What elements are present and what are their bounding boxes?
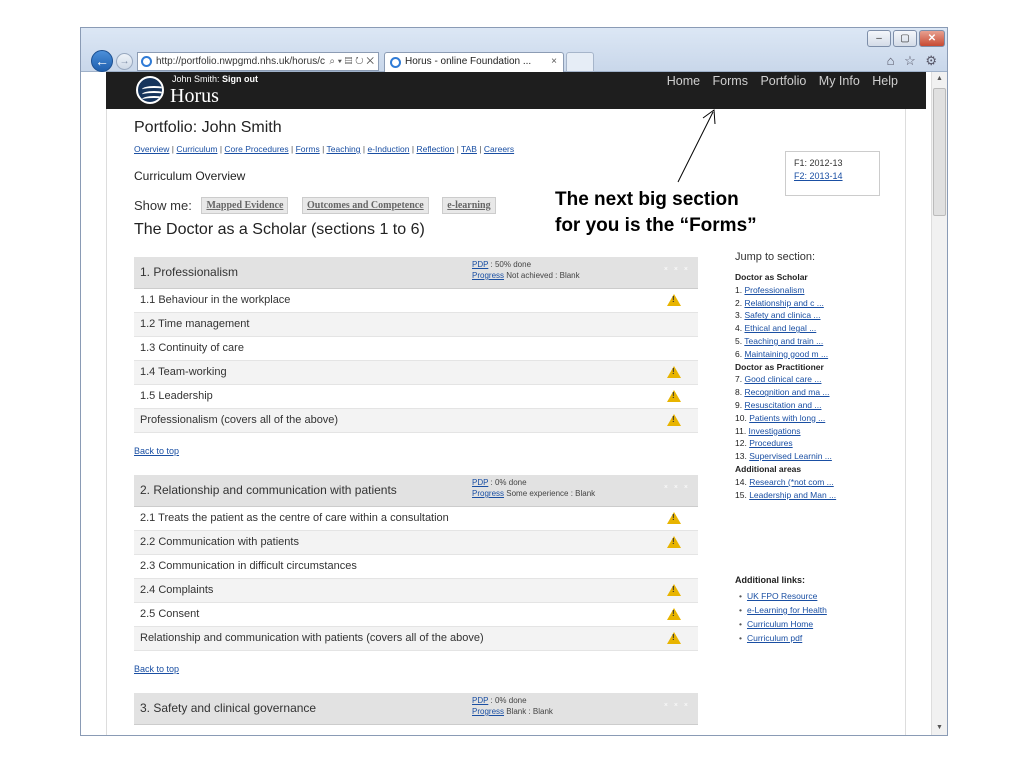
section-title: 2. Relationship and communication with patients <box>140 483 397 497</box>
jump-number: 15. <box>735 489 750 500</box>
subnav-separator: | <box>454 144 462 154</box>
jump-link[interactable]: Investigations <box>748 425 801 436</box>
favorites-star-icon[interactable]: ☆ <box>904 53 916 68</box>
additional-link[interactable]: e-Learning for Health <box>746 605 827 615</box>
web-page <box>81 72 931 735</box>
sign-out-link[interactable]: Sign out <box>222 74 259 84</box>
scroll-down-arrow[interactable]: ▼ <box>936 724 943 731</box>
pdp-link[interactable]: PDP <box>472 260 489 269</box>
vertical-scrollbar[interactable] <box>931 72 947 735</box>
additional-link[interactable]: UK FPO Resource <box>746 591 818 601</box>
jump-link[interactable]: Ethical and legal ... <box>744 323 817 334</box>
user-name: John Smith: <box>172 74 220 84</box>
row-label: Professionalism (covers all of the above) <box>140 414 339 426</box>
home-icon[interactable]: ⌂ <box>886 53 895 68</box>
jump-number: 10. <box>735 412 750 423</box>
scroll-up-arrow[interactable]: ▲ <box>936 75 943 82</box>
back-button[interactable]: ← <box>91 50 113 72</box>
current-view-label: Curriculum Overview <box>134 169 246 183</box>
section-dots: × × × <box>663 484 690 491</box>
toolbar-icons <box>881 53 937 69</box>
scroll-thumb[interactable] <box>933 88 946 216</box>
jump-link[interactable]: Resuscitation and ... <box>744 399 822 410</box>
forward-button[interactable]: → <box>116 53 133 70</box>
row-label: 2.2 Communication with patients <box>140 536 299 548</box>
additional-links-heading: Additional links: <box>735 575 806 585</box>
progress-value: Some experience : Blank <box>504 489 596 498</box>
progress-value: Not achieved : Blank <box>504 271 580 280</box>
jump-link[interactable]: Relationship and c ... <box>744 297 824 308</box>
jump-number: 13. <box>735 451 750 462</box>
pdp-link[interactable]: PDP <box>472 478 489 487</box>
subnav-separator: | <box>319 144 327 154</box>
section-dots: × × × <box>663 702 690 709</box>
jump-group-heading: Doctor as Practitioner <box>735 361 824 372</box>
nav-forms[interactable]: Forms <box>712 74 748 88</box>
row-label: 1.4 Team-working <box>140 366 227 378</box>
jump-number: 9. <box>735 399 745 410</box>
browser-window <box>80 27 948 736</box>
jump-link[interactable]: Patients with long ... <box>749 412 826 423</box>
maximize-button[interactable]: ▢ <box>893 30 917 47</box>
nav-my-info[interactable]: My Info <box>818 74 860 88</box>
subnav-link[interactable]: TAB <box>461 144 477 154</box>
pdp-value: : 50% done <box>488 260 532 269</box>
page-title: Portfolio: John Smith <box>134 119 282 136</box>
jump-number: 6. <box>735 348 745 359</box>
tab-close-button[interactable]: × <box>551 56 557 67</box>
annotation-line-1: The next big section <box>555 189 739 210</box>
jump-link[interactable]: Supervised Learnin ... <box>749 451 832 462</box>
back-to-top-link[interactable]: Back to top <box>134 446 180 456</box>
row-label: 2.1 Treats the patient as the centre of care within a consultation <box>140 512 449 524</box>
jump-number: 8. <box>735 387 745 398</box>
jump-link[interactable]: Professionalism <box>744 284 805 295</box>
subnav-link[interactable]: Teaching <box>326 144 361 154</box>
subnav-separator: | <box>476 144 484 154</box>
tab-favicon-icon <box>390 57 401 68</box>
nav-home[interactable]: Home <box>666 74 701 88</box>
minimize-button[interactable]: – <box>867 30 891 47</box>
progress-value: Blank : Blank <box>504 707 553 716</box>
row-label: 2.4 Complaints <box>140 584 214 596</box>
jump-link[interactable]: Good clinical care ... <box>744 374 822 385</box>
jump-number: 4. <box>735 323 745 334</box>
progress-link[interactable]: Progress <box>472 489 505 498</box>
jump-number: 3. <box>735 310 745 321</box>
year-f2-link[interactable]: F2: 2013-14 <box>794 171 843 181</box>
jump-link[interactable]: Safety and clinica ... <box>744 310 821 321</box>
subnav-separator: | <box>409 144 417 154</box>
subnav-separator: | <box>288 144 296 154</box>
subnav-separator: | <box>217 144 225 154</box>
section-heading: The Doctor as a Scholar (sections 1 to 6) <box>134 221 425 238</box>
outcomes-competence-button[interactable]: Outcomes and Competence <box>302 197 429 214</box>
app-name: Horus <box>170 85 219 107</box>
jump-number: 7. <box>735 374 745 385</box>
new-tab-button[interactable] <box>566 52 594 72</box>
subnav-link[interactable]: Careers <box>483 144 515 154</box>
subnav-link[interactable]: Overview <box>134 144 170 154</box>
address-text: http://portfolio.nwpgmd.nhs.uk/horus/c <box>156 56 325 67</box>
browser-chrome <box>81 28 947 72</box>
jump-link[interactable]: Teaching and train ... <box>744 335 824 346</box>
section-title: 1. Professionalism <box>140 265 239 279</box>
nav-portfolio[interactable]: Portfolio <box>760 74 807 88</box>
pdp-link[interactable]: PDP <box>472 696 489 705</box>
row-label: 1.3 Continuity of care <box>140 342 244 354</box>
jump-number: 2. <box>735 297 745 308</box>
section-title: 3. Safety and clinical governance <box>140 701 317 715</box>
jump-number: 5. <box>735 335 745 346</box>
ie-page-icon <box>141 56 152 67</box>
close-window-button[interactable]: ✕ <box>919 30 945 47</box>
progress-link[interactable]: Progress <box>472 707 505 716</box>
subnav-link[interactable]: e-Induction <box>367 144 410 154</box>
mapped-evidence-button[interactable]: Mapped Evidence <box>201 197 288 214</box>
additional-link[interactable]: Curriculum Home <box>746 619 814 629</box>
pdp-value: : 0% done <box>488 478 527 487</box>
jump-link[interactable]: Recognition and ma ... <box>744 387 830 398</box>
subnav-link[interactable]: Curriculum <box>176 144 218 154</box>
jump-link[interactable]: Leadership and Man ... <box>749 489 837 500</box>
subnav-separator: | <box>360 144 368 154</box>
progress-link[interactable]: Progress <box>472 271 505 280</box>
address-tools[interactable]: ⌕ ▾ ▤ ↻ ✕ <box>329 56 374 67</box>
section-dots: × × × <box>663 266 690 273</box>
tab-title: Horus - online Foundation ... <box>405 56 532 67</box>
row-label: 1.2 Time management <box>140 318 250 330</box>
address-bar[interactable] <box>137 52 379 71</box>
show-me-label: Show me: <box>134 198 192 213</box>
annotation-line-2: for you is the “Forms” <box>555 215 757 236</box>
year-f1: F1: 2012-13 <box>794 158 843 168</box>
subnav-separator: | <box>169 144 177 154</box>
back-to-top-link[interactable]: Back to top <box>134 664 180 674</box>
jump-number: 1. <box>735 284 745 295</box>
jump-group-heading: Additional areas <box>735 463 802 474</box>
jump-number: 12. <box>735 438 750 449</box>
pdp-value: : 0% done <box>488 696 527 705</box>
row-label: 1.5 Leadership <box>140 390 213 402</box>
jump-link[interactable]: Research (*not com ... <box>749 476 834 487</box>
e-learning-button[interactable]: e-learning <box>442 197 495 214</box>
row-label: 2.5 Consent <box>140 608 200 620</box>
jump-link[interactable]: Maintaining good m ... <box>744 348 829 359</box>
jump-group-heading: Doctor as Scholar <box>735 272 808 282</box>
subnav-link[interactable]: Forms <box>295 144 320 154</box>
jump-number: 11. <box>735 425 749 436</box>
settings-gear-icon[interactable]: ⚙ <box>925 53 937 68</box>
nav-help[interactable]: Help <box>872 74 898 88</box>
subnav-link[interactable]: Core Procedures <box>224 144 289 154</box>
browser-tab[interactable] <box>384 52 564 72</box>
annotation-arrow <box>81 72 931 735</box>
jump-number: 14. <box>735 476 750 487</box>
row-label: Relationship and communication with patients (covers all of the above) <box>140 632 484 644</box>
subnav-link[interactable]: Reflection <box>416 144 455 154</box>
additional-link[interactable]: Curriculum pdf <box>746 633 803 643</box>
row-label: 2.3 Communication in difficult circumstances <box>140 560 357 572</box>
jump-heading: Jump to section: <box>735 251 816 263</box>
row-label: 1.1 Behaviour in the workplace <box>140 294 291 306</box>
jump-link[interactable]: Procedures <box>749 438 793 449</box>
